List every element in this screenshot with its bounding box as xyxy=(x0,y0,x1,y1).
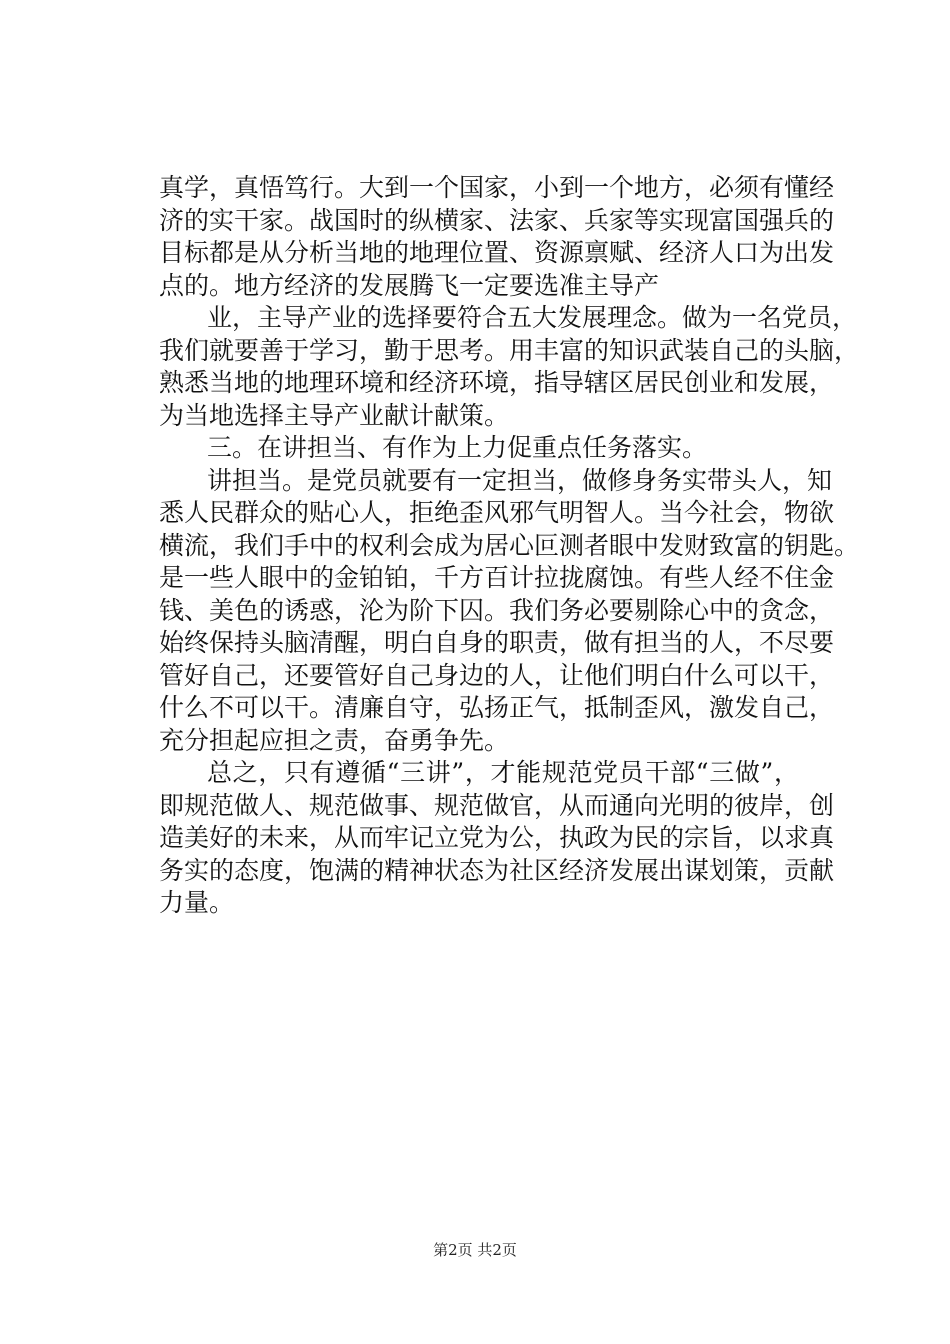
text-line: 讲担当。是党员就要有一定担当，做修身务实带头人，知 xyxy=(207,465,833,495)
text-line: 我们就要善于学习，勤于思考。用丰富的知识武装自己的头脑， xyxy=(159,335,860,365)
text-line: 真学，真悟笃行。大到一个国家，小到一个地方，必须有懂经 xyxy=(159,173,835,202)
text-line: 点的。地方经济的发展腾飞一定要选准主导产 xyxy=(159,270,660,300)
text-line: 济的实干家。战国时的纵横家、法家、兵家等实现富国强兵的 xyxy=(159,205,835,235)
text-line: 力量。 xyxy=(159,888,235,917)
text-line: 造美好的未来，从而牢记立党为公，执政为民的宗旨，以求真 xyxy=(159,823,835,852)
text-line: 总之，只有遵循“三讲”，才能规范党员干部“三做”， xyxy=(207,758,799,787)
text-line: 熟悉当地的地理环境和经济环境，指导辖区居民创业和发展， xyxy=(159,368,835,397)
text-line: 管好自己，还要管好自己身边的人，让他们明白什么可以干， xyxy=(159,660,835,690)
text-line: 横流，我们手中的权利会成为居心叵测者眼中发财致富的钥匙。 xyxy=(159,530,860,560)
text-line: 即规范做人、规范做事、规范做官，从而通向光明的彼岸，创 xyxy=(159,790,835,820)
text-line: 悉人民群众的贴心人，拒绝歪风邪气明智人。当今社会，物欲 xyxy=(159,498,835,527)
text-line: 务实的态度，饱满的精神状态为社区经济发展出谋划策，贡献 xyxy=(159,855,835,885)
page-number-footer: 第2页 共2页 xyxy=(433,1241,517,1259)
text-line: 为当地选择主导产业献计献策。 xyxy=(159,400,510,430)
document-body xyxy=(159,172,860,920)
text-line: 什么不可以干。清廉自守，弘扬正气，抵制歪风，激发自己， xyxy=(159,693,835,722)
text-line: 充分担起应担之责，奋勇争先。 xyxy=(159,725,510,755)
text-line: 三。在讲担当、有作为上力促重点任务落实。 xyxy=(207,433,708,462)
text-line: 是一些人眼中的金铂铂，千方百计拉拢腐蚀。有些人经不住金 xyxy=(159,563,835,592)
text-line: 钱、美色的诱惑，沦为阶下囚。我们务必要剔除心中的贪念， xyxy=(159,595,835,625)
text-line: 目标都是从分析当地的地理位置、资源禀赋、经济人口为出发 xyxy=(159,238,835,267)
text-line: 始终保持头脑清醒，明白自身的职责，做有担当的人，不尽要 xyxy=(159,628,835,657)
text-line: 业，主导产业的选择要符合五大发展理念。做为一名党员， xyxy=(207,303,858,332)
